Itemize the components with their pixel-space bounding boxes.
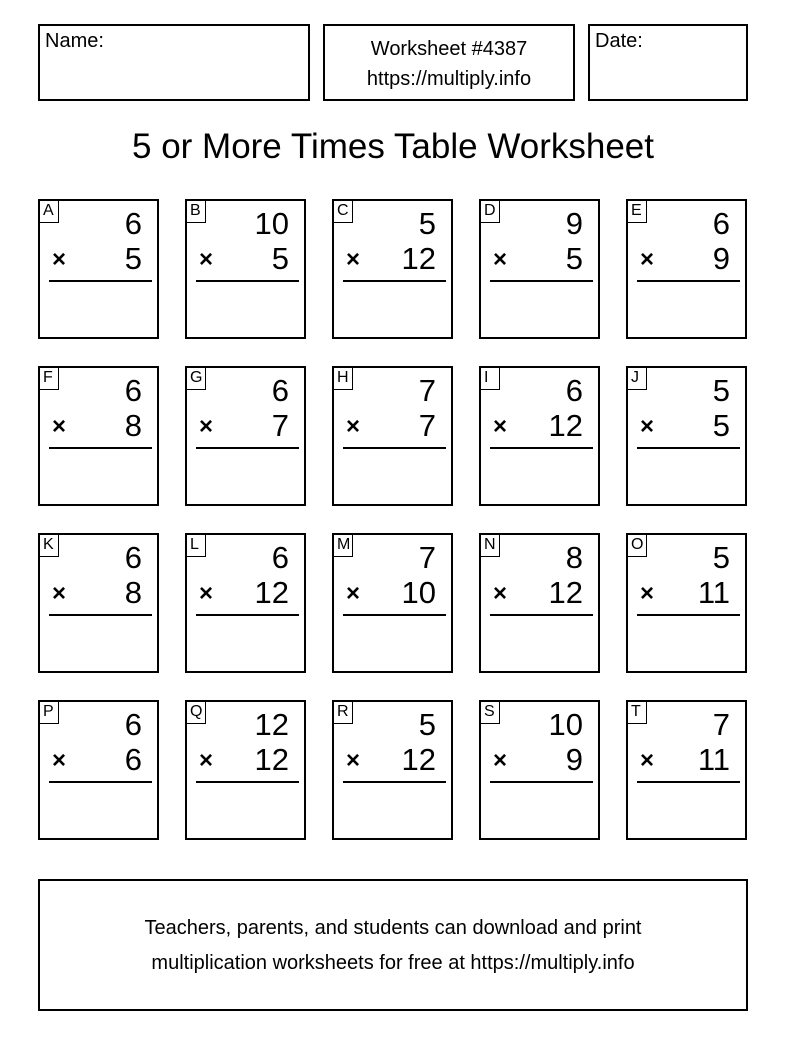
answer-line [196, 280, 299, 282]
answer-line [49, 614, 152, 616]
problem-top-number: 8 [565, 540, 583, 575]
problem-card [185, 199, 306, 339]
problem-top-number: 6 [271, 373, 289, 408]
answer-line [196, 447, 299, 449]
problem-bottom-number: 7 [418, 408, 436, 443]
multiply-sign-icon: × [640, 413, 655, 440]
footer-text-line-1: Teachers, parents, and students can download and print [144, 917, 642, 939]
problem-bottom-number: 12 [254, 742, 289, 777]
problem-top-number: 6 [271, 540, 289, 575]
problem-letter: S [481, 702, 500, 724]
problem-letter: J [628, 368, 647, 390]
answer-line [343, 781, 446, 783]
answer-line [490, 447, 593, 449]
problem-bottom-number: 9 [565, 742, 583, 777]
problem-card [38, 199, 159, 339]
problem-top-number: 5 [418, 206, 436, 241]
problem-letter: C [334, 201, 353, 223]
worksheet-title: 5 or More Times Table Worksheet [132, 127, 654, 166]
answer-line [637, 614, 740, 616]
problem-bottom-number: 5 [271, 241, 289, 276]
answer-line [49, 447, 152, 449]
multiply-sign-icon: × [346, 413, 361, 440]
multiply-sign-icon: × [199, 413, 214, 440]
problem-card [38, 533, 159, 673]
answer-line [49, 280, 152, 282]
answer-line [343, 280, 446, 282]
problem-bottom-number: 6 [124, 742, 142, 777]
problem-letter: L [187, 535, 206, 557]
problem-card [332, 366, 453, 506]
problem-bottom-number: 10 [401, 575, 436, 610]
footer-box [38, 879, 748, 1011]
problem-letter: T [628, 702, 647, 724]
problem-bottom-number: 7 [271, 408, 289, 443]
problem-bottom-number: 12 [401, 241, 436, 276]
problem-top-number: 6 [565, 373, 583, 408]
multiply-sign-icon: × [199, 580, 214, 607]
multiply-sign-icon: × [52, 747, 67, 774]
problem-card [626, 533, 747, 673]
multiply-sign-icon: × [640, 580, 655, 607]
problem-top-number: 6 [124, 707, 142, 742]
name-label: Name: [45, 30, 104, 52]
problem-letter: R [334, 702, 353, 724]
problem-top-number: 6 [124, 206, 142, 241]
problem-top-number: 7 [418, 373, 436, 408]
problem-letter: N [481, 535, 500, 557]
problem-card [479, 533, 600, 673]
answer-line [637, 447, 740, 449]
answer-line [196, 781, 299, 783]
multiply-sign-icon: × [346, 747, 361, 774]
problem-letter: P [40, 702, 59, 724]
problem-letter: A [40, 201, 59, 223]
problem-letter: M [334, 535, 353, 557]
answer-line [490, 280, 593, 282]
problem-letter: E [628, 201, 647, 223]
problem-bottom-number: 12 [401, 742, 436, 777]
multiply-sign-icon: × [640, 747, 655, 774]
multiply-sign-icon: × [640, 246, 655, 273]
problem-card [626, 366, 747, 506]
multiply-sign-icon: × [493, 580, 508, 607]
problem-card [332, 533, 453, 673]
problem-top-number: 6 [124, 540, 142, 575]
problem-letter: B [187, 201, 206, 223]
problem-top-number: 12 [254, 707, 289, 742]
problem-top-number: 6 [124, 373, 142, 408]
problem-top-number: 9 [565, 206, 583, 241]
multiply-sign-icon: × [493, 413, 508, 440]
problem-card [185, 533, 306, 673]
problem-letter: G [187, 368, 206, 390]
problem-card [38, 366, 159, 506]
problem-card [185, 366, 306, 506]
problem-card [479, 199, 600, 339]
problem-letter: I [481, 368, 500, 390]
problem-bottom-number: 8 [124, 575, 142, 610]
multiply-sign-icon: × [346, 246, 361, 273]
problem-bottom-number: 5 [565, 241, 583, 276]
problem-top-number: 7 [418, 540, 436, 575]
problem-letter: D [481, 201, 500, 223]
multiply-sign-icon: × [52, 580, 67, 607]
worksheet-info-box [323, 24, 575, 101]
problem-bottom-number: 12 [254, 575, 289, 610]
date-label: Date: [595, 30, 643, 52]
problem-top-number: 5 [712, 373, 730, 408]
problem-bottom-number: 9 [712, 241, 730, 276]
problem-bottom-number: 12 [548, 575, 583, 610]
date-field-box[interactable] [588, 24, 748, 101]
problem-top-number: 10 [548, 707, 583, 742]
problem-card [332, 700, 453, 840]
problem-card [185, 700, 306, 840]
problem-bottom-number: 8 [124, 408, 142, 443]
answer-line [343, 447, 446, 449]
problem-letter: O [628, 535, 647, 557]
answer-line [637, 781, 740, 783]
problem-bottom-number: 11 [697, 742, 730, 777]
problem-card [626, 700, 747, 840]
answer-line [343, 614, 446, 616]
name-field-box[interactable] [38, 24, 310, 101]
problem-letter: F [40, 368, 59, 390]
footer-text-line-2: multiplication worksheets for free at https://multiply.info [151, 952, 635, 974]
problem-top-number: 10 [254, 206, 289, 241]
problem-card [38, 700, 159, 840]
problem-letter: H [334, 368, 353, 390]
worksheet-number: Worksheet #4387 [370, 38, 528, 60]
answer-line [490, 614, 593, 616]
answer-line [637, 280, 740, 282]
multiply-sign-icon: × [199, 246, 214, 273]
problem-card [332, 199, 453, 339]
answer-line [49, 781, 152, 783]
worksheet-url: https://multiply.info [366, 68, 532, 90]
multiply-sign-icon: × [52, 413, 67, 440]
problem-bottom-number: 5 [124, 241, 142, 276]
multiply-sign-icon: × [199, 747, 214, 774]
problem-letter: Q [187, 702, 206, 724]
problem-top-number: 6 [712, 206, 730, 241]
problem-card [479, 700, 600, 840]
problem-top-number: 5 [418, 707, 436, 742]
answer-line [196, 614, 299, 616]
problem-card [626, 199, 747, 339]
multiply-sign-icon: × [346, 580, 361, 607]
multiply-sign-icon: × [52, 246, 67, 273]
problem-bottom-number: 12 [548, 408, 583, 443]
answer-line [490, 781, 593, 783]
multiply-sign-icon: × [493, 246, 508, 273]
problem-bottom-number: 11 [697, 575, 730, 610]
multiply-sign-icon: × [493, 747, 508, 774]
problem-card [479, 366, 600, 506]
problem-letter: K [40, 535, 59, 557]
problem-top-number: 7 [712, 707, 730, 742]
problem-top-number: 5 [712, 540, 730, 575]
problem-bottom-number: 5 [712, 408, 730, 443]
